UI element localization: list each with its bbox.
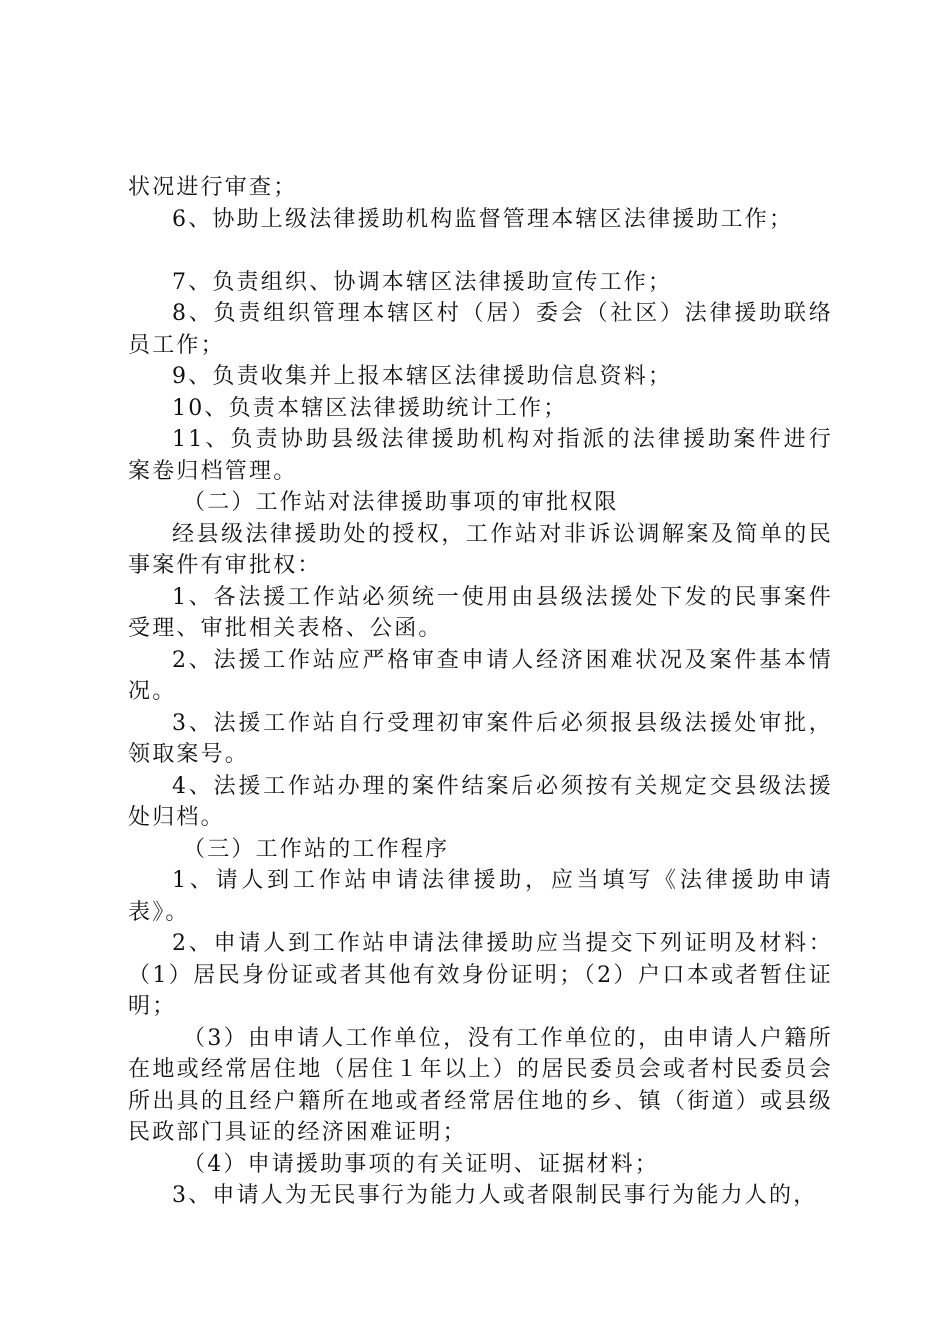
paragraph: 9、负责收集并上报本辖区法律援助信息资料； bbox=[172, 364, 673, 389]
paragraph: 11、负责协助县级法律援助机构对指派的法律援助案件进行案卷归档管理。 bbox=[128, 427, 833, 484]
paragraph: 3、法援工作站自行受理初审案件后必须报县级法援处审批，领取案号。 bbox=[128, 710, 833, 767]
paragraph: 2、法援工作站应严格审查申请人经济困难状况及案件基本情况。 bbox=[128, 647, 833, 704]
paragraph: 4、法援工作站办理的案件结案后必须按有关规定交县级法援处归档。 bbox=[128, 773, 833, 830]
section-heading: （二）工作站对法律援助事项的审批权限 bbox=[183, 490, 619, 515]
paragraph: 7、负责组织、协调本辖区法律援助宣传工作； bbox=[172, 269, 673, 295]
paragraph: 10、负责本辖区法律援助统计工作； bbox=[172, 395, 568, 421]
paragraph: 状况进行审查； bbox=[128, 175, 298, 200]
paragraph: （3）由申请人工作单位，没有工作单位的，由申请人户籍所在地或经常居住地（居住１年以上）的居民委员会或者村民委员会所出具的且经户籍所在地或者经常居住地的乡、镇（街道）或县级民政部门具证的经济困难证明； bbox=[128, 1025, 833, 1145]
paragraph: 8、负责组织管理本辖区村（居）委会（社区）法律援助联络员工作； bbox=[128, 301, 833, 358]
section-heading: （三）工作站的工作程序 bbox=[183, 836, 450, 862]
paragraph: 经县级法律援助处的授权，工作站对非诉讼调解案及简单的民事案件有审批权： bbox=[128, 521, 833, 578]
paragraph: 1、请人到工作站申请法律援助，应当填写《法律援助申请表》。 bbox=[128, 868, 833, 925]
paragraph: 1、各法援工作站必须统一使用由县级法援处下发的民事案件受理、审批相关表格、公函。 bbox=[128, 584, 833, 641]
paragraph: 2、申请人到工作站申请法律援助应当提交下列证明及材料：（1）居民身份证或者其他有效身份证明；（2）户口本或者暂住证明； bbox=[128, 931, 833, 1019]
document-body bbox=[128, 172, 833, 1212]
paragraph: 3、申请人为无民事行为能力人或者限制民事行为能力人的， bbox=[172, 1183, 818, 1208]
paragraph: 6、协助上级法律援助机构监督管理本辖区法律援助工作； bbox=[172, 206, 794, 232]
paragraph: （4）申请援助事项的有关证明、证据材料； bbox=[183, 1151, 659, 1177]
